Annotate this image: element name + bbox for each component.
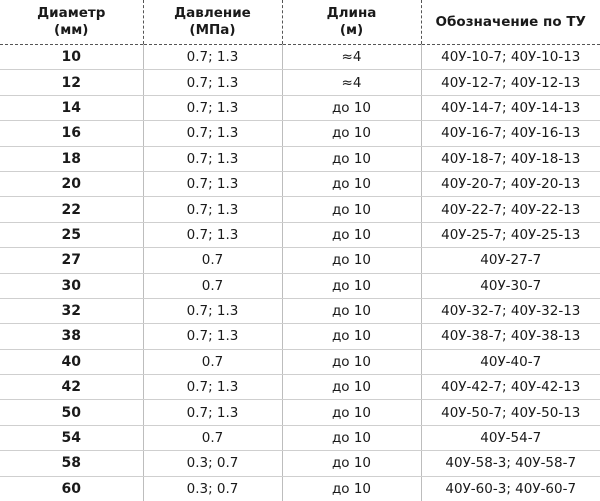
pressure-cell: 0.7; 1.3: [143, 324, 282, 349]
length-cell: до 10: [282, 425, 421, 450]
table-header: [0, 0, 600, 45]
pressure-cell: 0.7; 1.3: [143, 95, 282, 120]
length-cell: до 10: [282, 171, 421, 196]
header-length: [282, 0, 421, 45]
length-cell: до 10: [282, 298, 421, 323]
pressure-cell: 0.7; 1.3: [143, 222, 282, 247]
pressure-cell: 0.7; 1.3: [143, 70, 282, 95]
header-row: [0, 0, 600, 45]
table-row: [0, 171, 600, 196]
pressure-cell: 0.7; 1.3: [143, 171, 282, 196]
pressure-cell: 0.7; 1.3: [143, 400, 282, 425]
header-designation-title: Обозначение по ТУ: [422, 14, 600, 31]
diameter-cell: 20: [0, 171, 143, 196]
table-row: [0, 45, 600, 70]
diameter-cell: 50: [0, 400, 143, 425]
table-row: [0, 349, 600, 374]
diameter-cell: 16: [0, 121, 143, 146]
designation-cell: 40У-50-7; 40У-50-13: [421, 400, 600, 425]
table-row: [0, 298, 600, 323]
designation-cell: 40У-42-7; 40У-42-13: [421, 375, 600, 400]
designation-cell: 40У-18-7; 40У-18-13: [421, 146, 600, 171]
length-cell: до 10: [282, 222, 421, 247]
header-length-unit: (м): [283, 22, 421, 39]
diameter-cell: 10: [0, 45, 143, 70]
table-row: [0, 324, 600, 349]
length-cell: до 10: [282, 349, 421, 374]
pressure-cell: 0.7; 1.3: [143, 146, 282, 171]
pressure-cell: 0.7; 1.3: [143, 197, 282, 222]
designation-cell: 40У-38-7; 40У-38-13: [421, 324, 600, 349]
diameter-cell: 54: [0, 425, 143, 450]
length-cell: до 10: [282, 273, 421, 298]
length-cell: до 10: [282, 375, 421, 400]
pressure-cell: 0.7: [143, 248, 282, 273]
designation-cell: 40У-54-7: [421, 425, 600, 450]
table-row: [0, 451, 600, 476]
diameter-cell: 25: [0, 222, 143, 247]
length-cell: до 10: [282, 451, 421, 476]
designation-cell: 40У-58-3; 40У-58-7: [421, 451, 600, 476]
length-cell: до 10: [282, 324, 421, 349]
header-pressure-unit: (МПа): [144, 22, 282, 39]
diameter-cell: 40: [0, 349, 143, 374]
header-diameter: [0, 0, 143, 45]
diameter-cell: 22: [0, 197, 143, 222]
pressure-cell: 0.7; 1.3: [143, 375, 282, 400]
length-cell: до 10: [282, 197, 421, 222]
diameter-cell: 27: [0, 248, 143, 273]
length-cell: до 10: [282, 146, 421, 171]
header-pressure: [143, 0, 282, 45]
designation-cell: 40У-40-7: [421, 349, 600, 374]
length-cell: до 10: [282, 248, 421, 273]
diameter-cell: 30: [0, 273, 143, 298]
diameter-cell: 38: [0, 324, 143, 349]
pressure-cell: 0.7; 1.3: [143, 298, 282, 323]
diameter-cell: 18: [0, 146, 143, 171]
pressure-cell: 0.7: [143, 273, 282, 298]
table-row: [0, 95, 600, 120]
table-row: [0, 70, 600, 95]
diameter-cell: 58: [0, 451, 143, 476]
pressure-cell: 0.3; 0.7: [143, 451, 282, 476]
table-row: [0, 375, 600, 400]
diameter-cell: 60: [0, 476, 143, 501]
designation-cell: 40У-25-7; 40У-25-13: [421, 222, 600, 247]
designation-cell: 40У-10-7; 40У-10-13: [421, 45, 600, 70]
header-diameter-title: Диаметр: [0, 5, 143, 22]
length-cell: ≈4: [282, 70, 421, 95]
table-row: [0, 400, 600, 425]
table-row: [0, 197, 600, 222]
header-pressure-title: Давление: [144, 5, 282, 22]
table-row: [0, 146, 600, 171]
diameter-cell: 12: [0, 70, 143, 95]
table-row: [0, 425, 600, 450]
header-length-title: Длина: [283, 5, 421, 22]
length-cell: ≈4: [282, 45, 421, 70]
table-row: [0, 121, 600, 146]
table-row: [0, 476, 600, 501]
designation-cell: 40У-32-7; 40У-32-13: [421, 298, 600, 323]
pressure-cell: 0.7; 1.3: [143, 45, 282, 70]
designation-cell: 40У-60-3; 40У-60-7: [421, 476, 600, 501]
table-row: [0, 273, 600, 298]
designation-cell: 40У-12-7; 40У-12-13: [421, 70, 600, 95]
pressure-cell: 0.3; 0.7: [143, 476, 282, 501]
designation-cell: 40У-30-7: [421, 273, 600, 298]
designation-cell: 40У-22-7; 40У-22-13: [421, 197, 600, 222]
header-diameter-unit: (мм): [0, 22, 143, 39]
header-designation: [421, 0, 600, 45]
table-row: [0, 222, 600, 247]
designation-cell: 40У-20-7; 40У-20-13: [421, 171, 600, 196]
diameter-cell: 32: [0, 298, 143, 323]
pressure-cell: 0.7; 1.3: [143, 121, 282, 146]
pressure-cell: 0.7: [143, 349, 282, 374]
designation-cell: 40У-16-7; 40У-16-13: [421, 121, 600, 146]
designation-cell: 40У-14-7; 40У-14-13: [421, 95, 600, 120]
length-cell: до 10: [282, 95, 421, 120]
pressure-cell: 0.7: [143, 425, 282, 450]
diameter-cell: 14: [0, 95, 143, 120]
designation-cell: 40У-27-7: [421, 248, 600, 273]
length-cell: до 10: [282, 476, 421, 501]
length-cell: до 10: [282, 400, 421, 425]
table-row: [0, 248, 600, 273]
length-cell: до 10: [282, 121, 421, 146]
diameter-cell: 42: [0, 375, 143, 400]
table-body: [0, 45, 600, 501]
